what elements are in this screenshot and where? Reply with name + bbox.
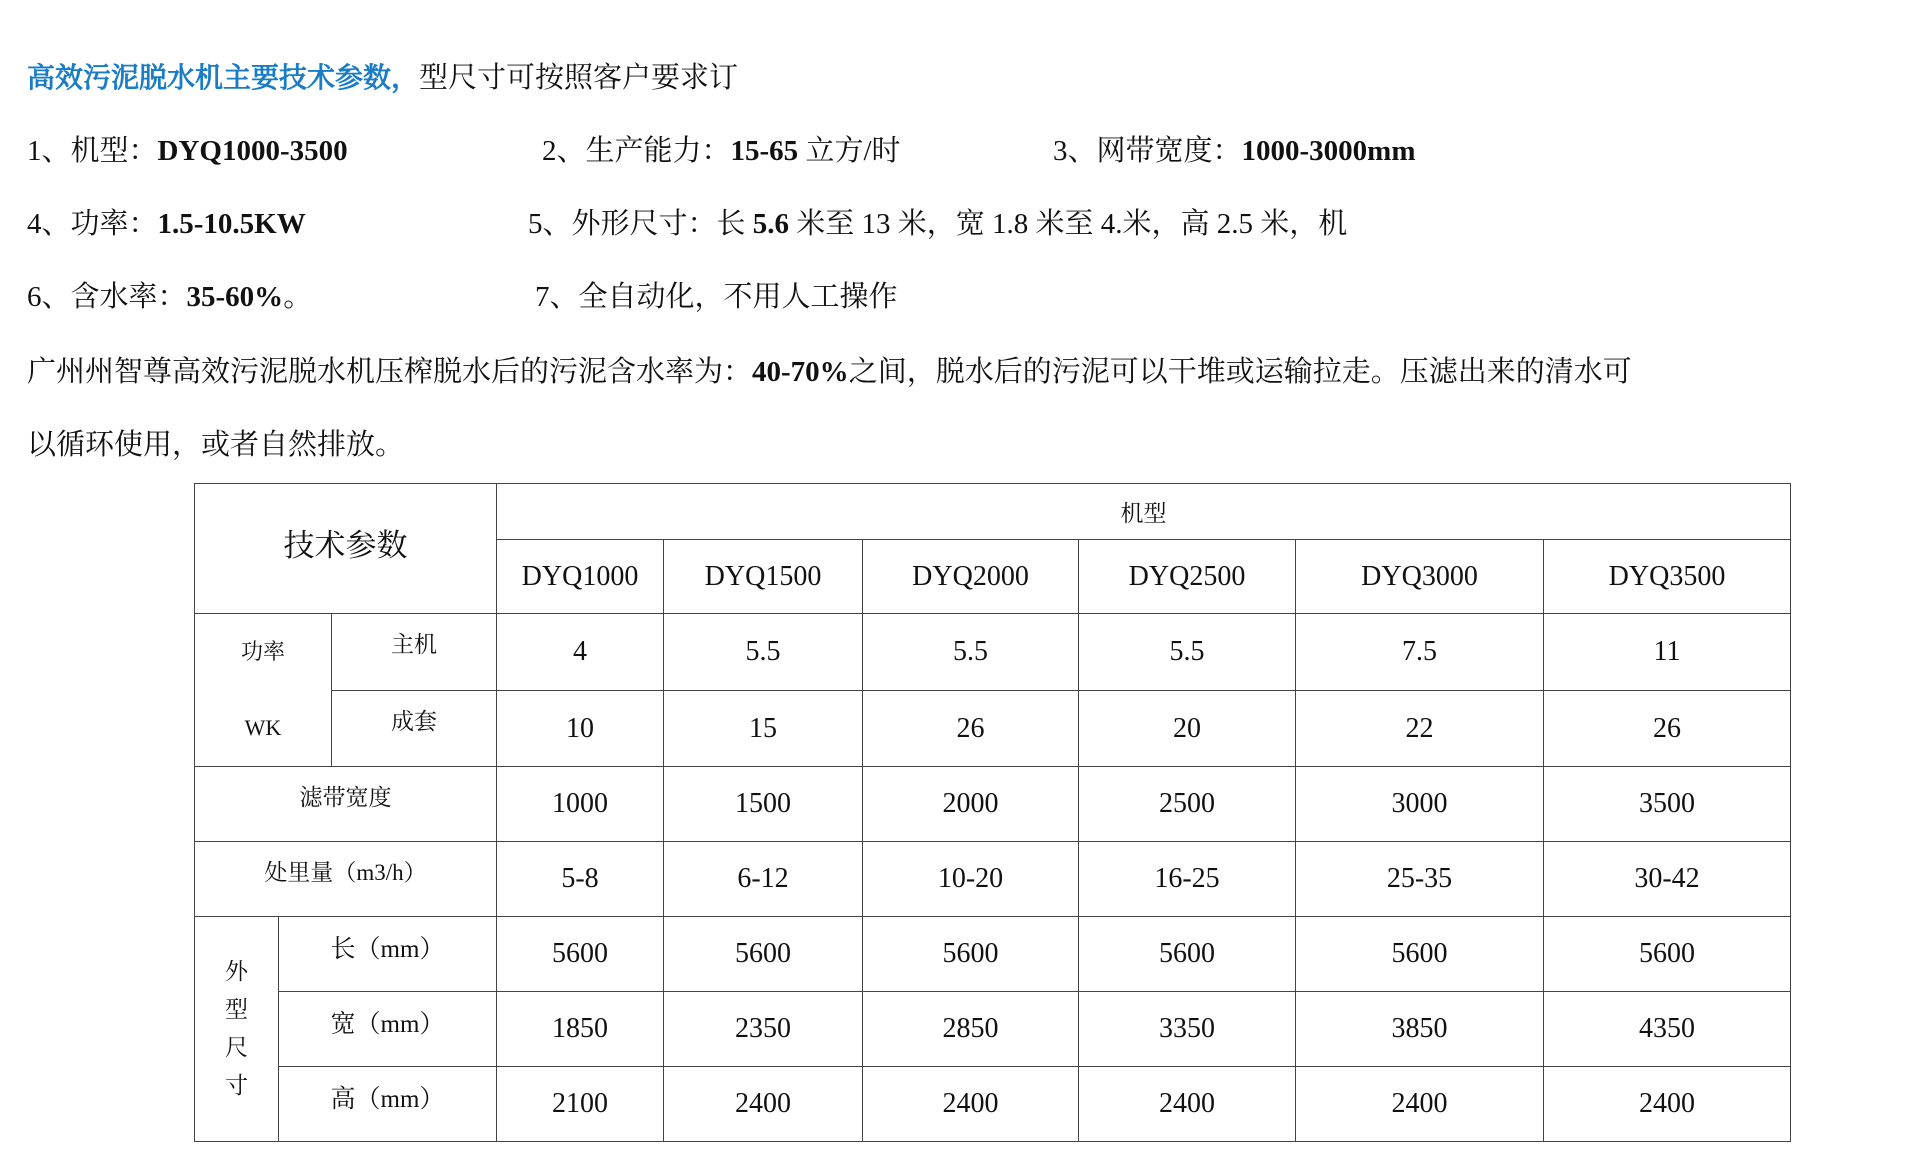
cell: 4 xyxy=(497,614,664,691)
cell: 3500 xyxy=(1544,767,1791,842)
cell: 5600 xyxy=(664,917,863,992)
cell: 30-42 xyxy=(1544,842,1791,917)
table-row xyxy=(195,842,1791,917)
cell: 3850 xyxy=(1296,992,1544,1067)
model-cell: DYQ1500 xyxy=(664,540,863,614)
cell: 2100 xyxy=(497,1067,664,1142)
cell: 5600 xyxy=(1544,917,1791,992)
row-label: 高（mm） xyxy=(279,1067,497,1142)
spec-model: 1、机型：DYQ1000-3500 xyxy=(27,135,348,167)
cell: 2400 xyxy=(1296,1067,1544,1142)
cell: 5600 xyxy=(1079,917,1296,992)
cell: 2400 xyxy=(1079,1067,1296,1142)
cell: 5600 xyxy=(1296,917,1544,992)
cell: 5.5 xyxy=(863,614,1079,691)
cell: 1850 xyxy=(497,992,664,1067)
cell: 16-25 xyxy=(1079,842,1296,917)
model-cell: DYQ3000 xyxy=(1296,540,1544,614)
table-row xyxy=(195,917,1791,992)
cell: 15 xyxy=(664,691,863,767)
heading xyxy=(27,60,738,96)
cell: 25-35 xyxy=(1296,842,1544,917)
table-row xyxy=(195,614,1791,691)
row-label: 成套 xyxy=(332,691,497,767)
cell: 5.5 xyxy=(664,614,863,691)
cell: 10 xyxy=(497,691,664,767)
cell: 11 xyxy=(1544,614,1791,691)
cell: 2400 xyxy=(863,1067,1079,1142)
cell: 1500 xyxy=(664,767,863,842)
cell: 20 xyxy=(1079,691,1296,767)
paragraph-line-2: 以循环使用，或者自然排放。 xyxy=(27,429,405,461)
model-cell: DYQ2500 xyxy=(1079,540,1296,614)
model-cell: DYQ3500 xyxy=(1544,540,1791,614)
spec-moisture: 6、含水率：35-60%。 xyxy=(27,281,313,313)
cell: 10-20 xyxy=(863,842,1079,917)
model-header: 机型 xyxy=(497,484,1791,540)
heading-rest: 型尺寸可按照客户要求订 xyxy=(419,62,739,94)
cell: 2400 xyxy=(664,1067,863,1142)
spec-automation: 7、全自动化，不用人工操作 xyxy=(535,281,898,313)
param-header: 技术参数 xyxy=(195,484,497,614)
cell: 2850 xyxy=(863,992,1079,1067)
cell: 2400 xyxy=(1544,1067,1791,1142)
cell: 1000 xyxy=(497,767,664,842)
cell: 26 xyxy=(1544,691,1791,767)
cell: 4350 xyxy=(1544,992,1791,1067)
heading-highlight: 高效污泥脱水机主要技术参数， xyxy=(27,61,420,94)
table-row xyxy=(195,992,1791,1067)
row-label: 宽（mm） xyxy=(279,992,497,1067)
cell: 5600 xyxy=(863,917,1079,992)
model-cell: DYQ1000 xyxy=(497,540,664,614)
cell: 2350 xyxy=(664,992,863,1067)
cell: 2000 xyxy=(863,767,1079,842)
cell: 3350 xyxy=(1079,992,1296,1067)
cell: 6-12 xyxy=(664,842,863,917)
power-label: 功率 WK xyxy=(195,614,332,767)
spec-belt-width: 3、网带宽度：1000-3000mm xyxy=(1053,135,1416,167)
row-label: 滤带宽度 xyxy=(195,767,497,842)
row-label: 处里量（m3/h） xyxy=(195,842,497,917)
cell: 22 xyxy=(1296,691,1544,767)
cell: 5-8 xyxy=(497,842,664,917)
row-label: 主机 xyxy=(332,614,497,691)
cell: 5600 xyxy=(497,917,664,992)
cell: 2500 xyxy=(1079,767,1296,842)
spec-dimensions: 5、外形尺寸：长 5.6 米至 13 米，宽 1.8 米至 4.米，高 2.5 米，机 xyxy=(528,208,1348,240)
cell: 3000 xyxy=(1296,767,1544,842)
model-cell: DYQ2000 xyxy=(863,540,1079,614)
paragraph-line-1: 广州州智尊高效污泥脱水机压榨脱水后的污泥含水率为：40-70%之间，脱水后的污泥可以干堆或运输拉走。压滤出来的清水可 xyxy=(27,356,1632,388)
table-row xyxy=(195,691,1791,767)
spec-table xyxy=(194,483,1791,1142)
table-row xyxy=(195,767,1791,842)
cell: 7.5 xyxy=(1296,614,1544,691)
cell: 5.5 xyxy=(1079,614,1296,691)
table-row xyxy=(195,1067,1791,1142)
spec-capacity: 2、生产能力：15-65 立方/时 xyxy=(542,135,901,167)
spec-power: 4、功率：1.5-10.5KW xyxy=(27,208,306,240)
cell: 26 xyxy=(863,691,1079,767)
dimensions-label: 外 型 尺 寸 xyxy=(195,917,279,1142)
row-label: 长（mm） xyxy=(279,917,497,992)
